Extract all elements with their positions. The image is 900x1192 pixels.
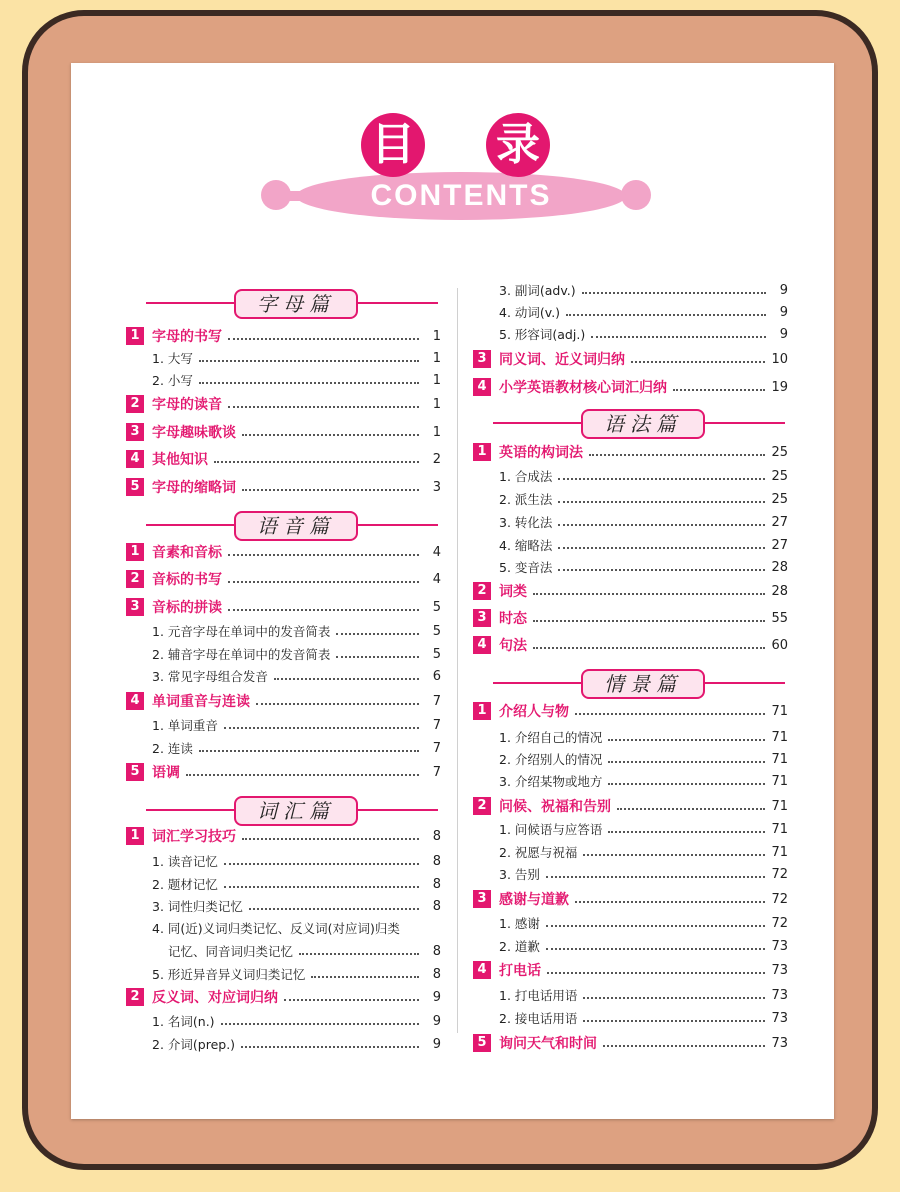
leader-dots: [274, 678, 419, 680]
page-number: 71: [771, 798, 788, 814]
leader-dots: [558, 569, 765, 571]
page-number: 9: [432, 1013, 441, 1029]
entry-title: 介绍人与物: [499, 704, 569, 720]
entry-title: 同义词、近义词归纳: [499, 352, 625, 368]
page-number: 9: [779, 326, 788, 342]
chapter-number-badge: 2: [126, 988, 144, 1006]
entry-title: 3. 告别: [499, 867, 540, 882]
chapter-number-badge: 2: [126, 395, 144, 413]
page-number: 7: [432, 693, 441, 709]
entry-title: 5. 变音法: [499, 560, 553, 575]
entry-title: 字母趣味歌谈: [152, 425, 236, 441]
entry-title: 2. 派生法: [499, 492, 553, 507]
page-number: 5: [432, 623, 441, 639]
page-number: 7: [432, 740, 441, 756]
toc-chapter-entry[interactable]: [126, 987, 441, 1007]
entry-title: 2. 连读: [152, 741, 193, 756]
toc-chapter-entry[interactable]: [126, 477, 441, 497]
toc-chapter-entry[interactable]: [126, 569, 441, 589]
page-number: 25: [771, 468, 788, 484]
entry-title: 4. 动词(v.): [499, 305, 561, 320]
leader-dots: [228, 406, 419, 408]
toc-chapter-entry[interactable]: [126, 422, 441, 442]
entry-title: 3. 副词(adv.): [499, 283, 576, 298]
entry-title: 词汇学习技巧: [152, 829, 236, 845]
page-number: 71: [771, 703, 788, 719]
page-number: 25: [771, 491, 788, 507]
entry-title: 1. 打电话用语: [499, 988, 578, 1003]
entry-title: 询问天气和时间: [499, 1036, 597, 1052]
leader-dots: [583, 854, 765, 856]
column-divider: [457, 288, 458, 1033]
entry-title: 句法: [499, 638, 527, 654]
page-number: 73: [771, 962, 788, 978]
leader-dots: [575, 901, 765, 903]
page-number: 55: [771, 610, 788, 626]
leader-dots: [242, 838, 419, 840]
toc-chapter-entry[interactable]: [126, 597, 441, 617]
chapter-number-badge: 4: [126, 692, 144, 710]
toc-chapter-entry[interactable]: [473, 442, 788, 462]
chapter-number-badge: 1: [126, 827, 144, 845]
page-number: 72: [771, 915, 788, 931]
toc-subentry[interactable]: [473, 512, 788, 532]
entry-title: 2. 辅音字母在单词中的发音简表: [152, 647, 331, 662]
title-char-2: 录: [486, 113, 550, 177]
page-number: 73: [771, 1035, 788, 1051]
toc-subentry[interactable]: [473, 1008, 788, 1028]
leader-dots: [256, 703, 419, 705]
page-number: 71: [771, 729, 788, 745]
page-number: 9: [779, 304, 788, 320]
chapter-number-badge: 2: [473, 582, 491, 600]
page-number: 73: [771, 938, 788, 954]
page-number: 7: [432, 717, 441, 733]
toc-subentry[interactable]: [126, 644, 441, 664]
entry-title: 2. 介词(prep.): [152, 1037, 236, 1052]
page-number: 4: [432, 571, 441, 587]
page-number: 72: [771, 891, 788, 907]
page-number: 28: [771, 559, 788, 575]
toc-subentry[interactable]: [473, 771, 788, 791]
leader-dots: [533, 593, 765, 595]
leader-dots: [583, 997, 765, 999]
entry-title: 2. 道歉: [499, 939, 540, 954]
entry-title: 单词重音与连读: [152, 694, 250, 710]
page-number: 3: [432, 479, 441, 495]
entry-title: 音标的拼读: [152, 600, 222, 616]
leader-dots: [617, 808, 765, 810]
toc-chapter-entry[interactable]: [473, 635, 788, 655]
title-char-1: 目: [361, 113, 425, 177]
page-number: 10: [771, 351, 788, 367]
chapter-number-badge: 3: [126, 598, 144, 616]
toc-chapter-entry[interactable]: [473, 608, 788, 628]
entry-title: 1. 元音字母在单词中的发音简表: [152, 624, 331, 639]
toc-subentry[interactable]: [126, 348, 441, 368]
entry-title: 3. 词性归类记忆: [152, 899, 243, 914]
toc-subentry[interactable]: [126, 666, 441, 686]
toc-chapter-entry[interactable]: [126, 762, 441, 782]
toc-subentry[interactable]: [473, 936, 788, 956]
toc-chapter-entry[interactable]: [473, 701, 788, 721]
leader-dots: [558, 478, 765, 480]
page-number: 71: [771, 751, 788, 767]
leader-dots: [546, 925, 766, 927]
chapter-number-badge: 4: [126, 450, 144, 468]
leader-dots: [608, 761, 765, 763]
toc-chapter-entry[interactable]: [473, 349, 788, 369]
toc-chapter-entry[interactable]: [473, 796, 788, 816]
entry-title: 词类: [499, 584, 527, 600]
chapter-number-badge: 5: [473, 1034, 491, 1052]
title-bar-left-dot: [261, 180, 291, 210]
entry-title: 3. 介绍某物或地方: [499, 774, 603, 789]
entry-title: 5. 形近异音异义词归类记忆: [152, 967, 306, 982]
entry-title: 1. 合成法: [499, 469, 553, 484]
page-number: 7: [432, 764, 441, 780]
toc-subentry[interactable]: [126, 851, 441, 871]
leader-dots: [214, 461, 419, 463]
chapter-number-badge: 1: [473, 443, 491, 461]
page-number: 4: [432, 544, 441, 560]
chapter-number-badge: 1: [126, 543, 144, 561]
toc-subentry[interactable]: [126, 370, 441, 390]
toc-chapter-entry[interactable]: [126, 826, 441, 846]
entry-title: 感谢与道歉: [499, 892, 569, 908]
leader-dots: [224, 863, 419, 865]
chapter-number-badge: 3: [473, 890, 491, 908]
toc-chapter-entry[interactable]: [473, 581, 788, 601]
leader-dots: [299, 953, 419, 955]
page-number: 8: [432, 853, 441, 869]
toc-chapter-entry[interactable]: [473, 1033, 788, 1053]
page-number: 25: [771, 444, 788, 460]
entry-title: 2. 介绍别人的情况: [499, 752, 603, 767]
section-header-situations: [493, 668, 785, 698]
toc-subentry[interactable]: [473, 302, 788, 322]
entry-title: 1. 介绍自己的情况: [499, 730, 603, 745]
section-header-letters: [146, 288, 438, 318]
chapter-number-badge: 3: [473, 609, 491, 627]
leader-dots: [608, 783, 765, 785]
toc-chapter-entry[interactable]: [473, 377, 788, 397]
section-title: 词汇篇: [234, 796, 358, 826]
toc-subentry[interactable]: [126, 964, 441, 984]
leader-dots: [241, 1046, 419, 1048]
page-number: 8: [432, 943, 441, 959]
page-number: 9: [779, 282, 788, 298]
leader-dots: [558, 547, 765, 549]
leader-dots: [284, 999, 419, 1001]
entry-title: 5. 形容词(adj.): [499, 327, 586, 342]
leader-dots: [546, 948, 766, 950]
entry-title: 时态: [499, 611, 527, 627]
section-header-vocabulary: [146, 795, 438, 825]
entry-title: 字母的缩略词: [152, 480, 236, 496]
entry-title: 3. 常见字母组合发音: [152, 669, 268, 684]
page-number: 5: [432, 599, 441, 615]
leader-dots: [242, 489, 419, 491]
toc-subentry[interactable]: [473, 913, 788, 933]
page-number: 1: [432, 328, 441, 344]
leader-dots: [558, 501, 765, 503]
leader-dots: [566, 314, 766, 316]
page-number: 73: [771, 987, 788, 1003]
page-number: 1: [432, 396, 441, 412]
toc-subentry[interactable]: [473, 819, 788, 839]
toc-subentry[interactable]: [473, 280, 788, 300]
entry-title: 2. 祝愿与祝福: [499, 845, 578, 860]
toc-chapter-entry[interactable]: [473, 889, 788, 909]
page-number: 8: [432, 828, 441, 844]
toc-subentry[interactable]: [126, 621, 441, 641]
entry-title: 1. 大写: [152, 351, 193, 366]
entry-title: 4. 缩略法: [499, 538, 553, 553]
leader-dots: [228, 554, 419, 556]
leader-dots: [336, 656, 419, 658]
leader-dots: [608, 831, 765, 833]
toc-subentry[interactable]: [126, 918, 441, 938]
page-number: 27: [771, 514, 788, 530]
leader-dots: [186, 774, 419, 776]
section-title: 语音篇: [234, 511, 358, 541]
toc-subentry[interactable]: [473, 727, 788, 747]
chapter-number-badge: 5: [126, 763, 144, 781]
entry-title: 问候、祝福和告别: [499, 799, 611, 815]
entry-title: 2. 题材记忆: [152, 877, 218, 892]
page-number: 71: [771, 844, 788, 860]
entry-title: 字母的书写: [152, 329, 222, 345]
page-number: 1: [432, 424, 441, 440]
entry-title: 反义词、对应词归纳: [152, 990, 278, 1006]
page-number: 72: [771, 866, 788, 882]
toc-chapter-entry[interactable]: [473, 960, 788, 980]
entry-title: 2. 小写: [152, 373, 193, 388]
chapter-number-badge: 2: [473, 797, 491, 815]
leader-dots: [589, 454, 765, 456]
toc-chapter-entry[interactable]: [126, 542, 441, 562]
toc-subentry[interactable]: [126, 896, 441, 916]
toc-subentry[interactable]: [473, 489, 788, 509]
leader-dots: [608, 739, 765, 741]
entry-title: 1. 问候语与应答语: [499, 822, 603, 837]
toc-chapter-entry[interactable]: [126, 691, 441, 711]
leader-dots: [582, 292, 766, 294]
toc-subentry[interactable]: [473, 864, 788, 884]
entry-title: 音标的书写: [152, 572, 222, 588]
leader-dots: [631, 361, 765, 363]
leader-dots: [558, 524, 765, 526]
section-header-phonetics: [146, 510, 438, 540]
leader-dots: [199, 750, 419, 752]
leader-dots: [221, 1023, 419, 1025]
page-number: 73: [771, 1010, 788, 1026]
section-title: 语法篇: [581, 409, 705, 439]
entry-title: 4. 同(近)义词归类记忆、反义词(对应词)归类: [152, 921, 400, 936]
leader-dots: [224, 727, 419, 729]
leader-dots: [547, 972, 765, 974]
leader-dots: [228, 338, 419, 340]
page-number: 8: [432, 966, 441, 982]
entry-title: 1. 名词(n.): [152, 1014, 215, 1029]
entry-title: 其他知识: [152, 452, 208, 468]
leader-dots: [224, 886, 419, 888]
chapter-number-badge: 3: [126, 423, 144, 441]
toc-chapter-entry[interactable]: [126, 394, 441, 414]
toc-subentry[interactable]: [473, 749, 788, 769]
toc-chapter-entry[interactable]: [126, 449, 441, 469]
entry-title: 1. 单词重音: [152, 718, 218, 733]
page-number: 9: [432, 1036, 441, 1052]
toc-subentry[interactable]: [126, 738, 441, 758]
page-number: 2: [432, 451, 441, 467]
chapter-number-badge: 2: [126, 570, 144, 588]
entry-title: 英语的构词法: [499, 445, 583, 461]
leader-dots: [533, 620, 765, 622]
leader-dots: [199, 382, 419, 384]
toc-subentry[interactable]: [473, 842, 788, 862]
page-number: 19: [771, 379, 788, 395]
section-title: 字母篇: [234, 289, 358, 319]
leader-dots: [583, 1020, 765, 1022]
page-number: 60: [771, 637, 788, 653]
leader-dots: [546, 876, 766, 878]
entry-title: 字母的读音: [152, 397, 222, 413]
chapter-number-badge: 3: [473, 350, 491, 368]
chapter-number-badge: 4: [473, 378, 491, 396]
section-header-grammar: [493, 408, 785, 438]
toc-chapter-entry[interactable]: [126, 326, 441, 346]
page-number: 6: [432, 668, 441, 684]
toc-subentry[interactable]: [126, 715, 441, 735]
toc-subentry[interactable]: [126, 941, 441, 961]
section-title: 情景篇: [581, 669, 705, 699]
toc-subentry[interactable]: [473, 535, 788, 555]
leader-dots: [533, 647, 765, 649]
entry-title: 3. 转化法: [499, 515, 553, 530]
entry-title: 音素和音标: [152, 545, 222, 561]
page-number: 71: [771, 773, 788, 789]
page-number: 71: [771, 821, 788, 837]
entry-title: 记忆、同音词归类记忆: [168, 944, 294, 959]
page-number: 28: [771, 583, 788, 599]
toc-subentry[interactable]: [473, 985, 788, 1005]
leader-dots: [249, 908, 419, 910]
chapter-number-badge: 4: [473, 961, 491, 979]
contents-heading: CONTENTS: [370, 179, 552, 212]
chapter-number-badge: 1: [126, 327, 144, 345]
toc-subentry[interactable]: [126, 874, 441, 894]
page-number: 8: [432, 876, 441, 892]
toc-subentry[interactable]: [473, 324, 788, 344]
leader-dots: [673, 389, 765, 391]
leader-dots: [603, 1045, 765, 1047]
page-number: 1: [432, 372, 441, 388]
toc-subentry[interactable]: [126, 1034, 441, 1054]
toc-subentry[interactable]: [473, 557, 788, 577]
entry-title: 1. 感谢: [499, 916, 540, 931]
toc-subentry[interactable]: [473, 466, 788, 486]
leader-dots: [575, 713, 765, 715]
leader-dots: [228, 581, 419, 583]
entry-title: 语调: [152, 765, 180, 781]
page-number: 5: [432, 646, 441, 662]
page-number: 27: [771, 537, 788, 553]
leader-dots: [228, 609, 419, 611]
leader-dots: [242, 434, 419, 436]
chapter-number-badge: 4: [473, 636, 491, 654]
leader-dots: [199, 360, 419, 362]
page-number: 1: [432, 350, 441, 366]
contents-page: [71, 63, 834, 1119]
page-number: 9: [432, 989, 441, 1005]
entry-title: 1. 读音记忆: [152, 854, 218, 869]
page-number: 8: [432, 898, 441, 914]
chapter-number-badge: 5: [126, 478, 144, 496]
leader-dots: [591, 336, 766, 338]
toc-subentry[interactable]: [126, 1011, 441, 1031]
entry-title: 打电话: [499, 963, 541, 979]
entry-title: 小学英语教材核心词汇归纳: [499, 380, 667, 396]
entry-title: 2. 接电话用语: [499, 1011, 578, 1026]
chapter-number-badge: 1: [473, 702, 491, 720]
leader-dots: [336, 633, 419, 635]
leader-dots: [311, 976, 419, 978]
